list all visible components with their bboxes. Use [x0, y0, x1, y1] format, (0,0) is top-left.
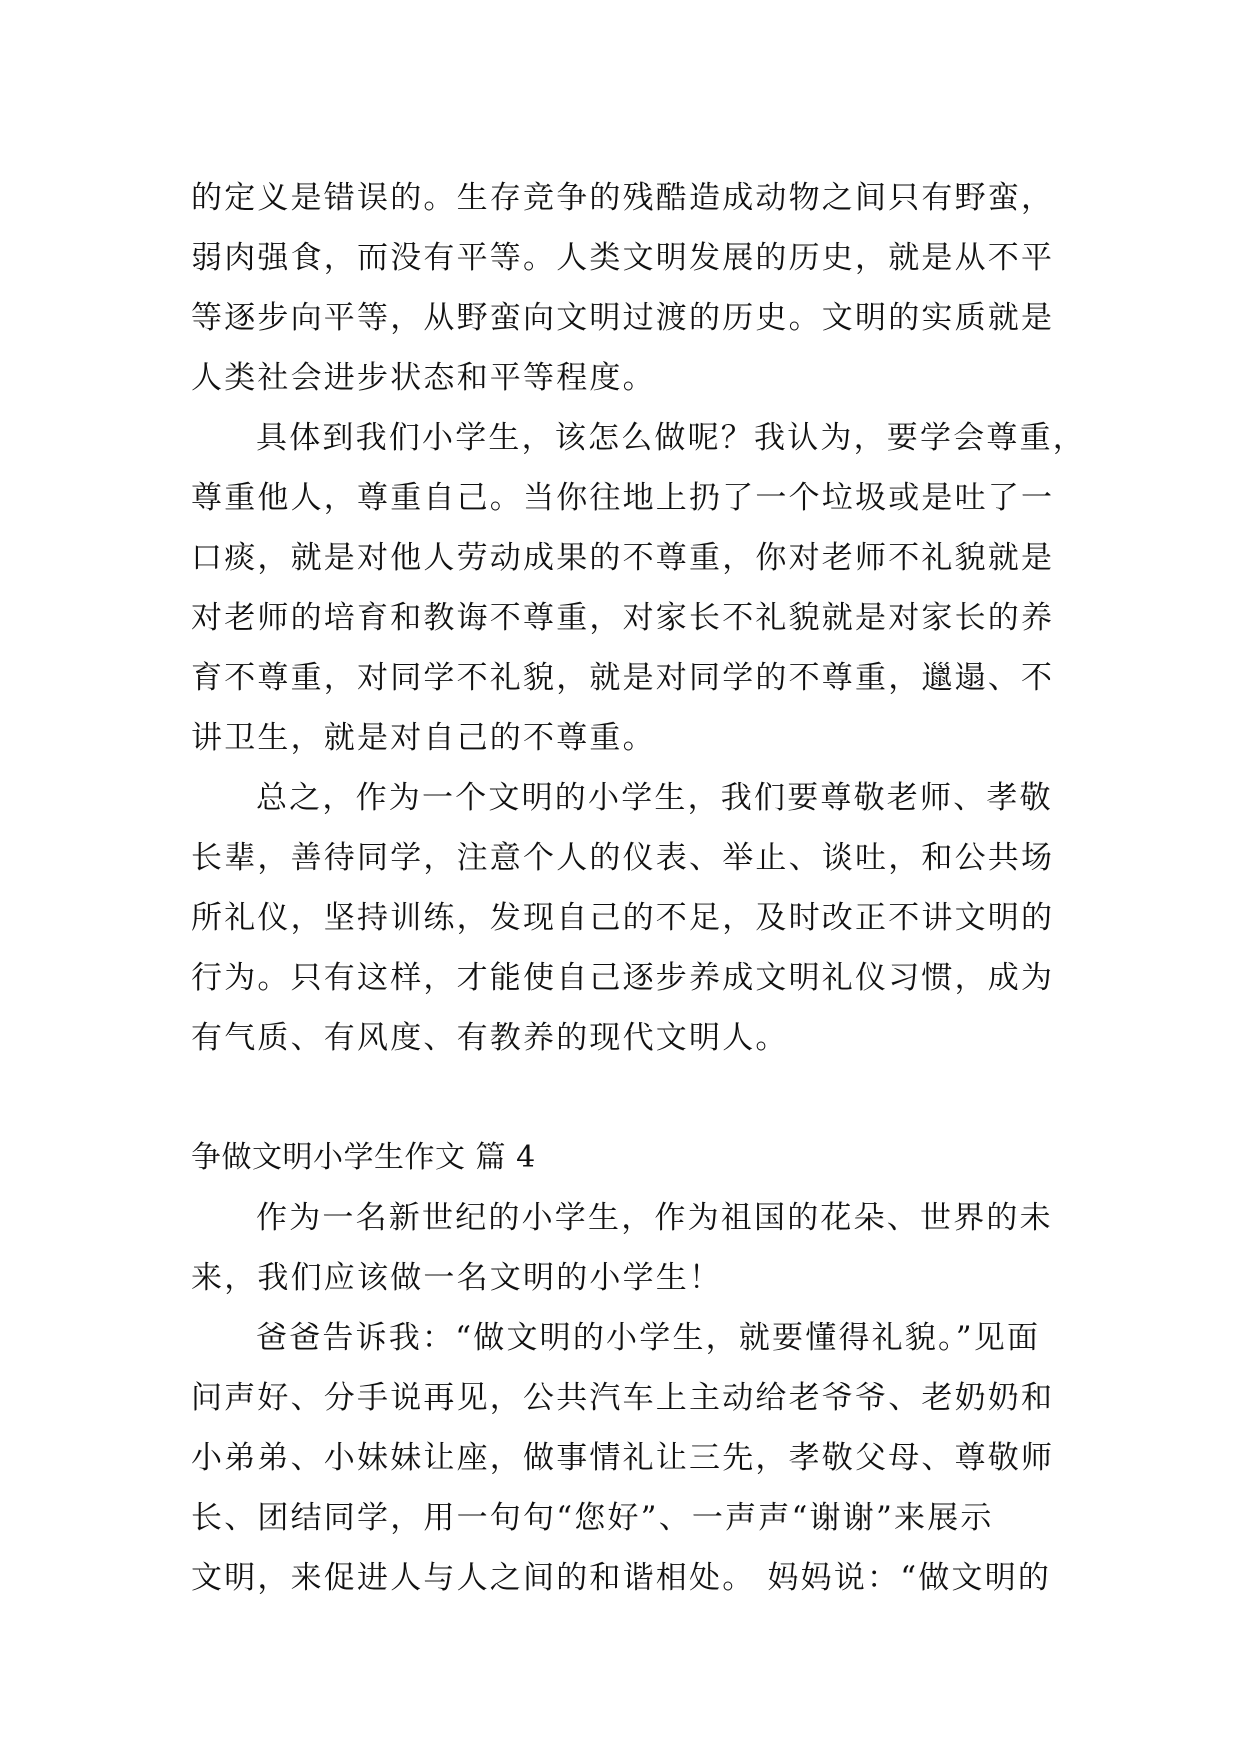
paragraph-1-line-4: 人类社会进步状态和平等程度。 [191, 360, 656, 396]
paragraph-5-line-3: 小弟弟、小妹妹让座，做事情礼让三先，孝敬父母、尊敬师 [191, 1440, 1055, 1476]
paragraph-3-line-3: 所礼仪，坚持训练，发现自己的不足，及时改正不讲文明的 [191, 900, 1055, 936]
paragraph-4-line-2: 来，我们应该做一名文明的小学生！ [191, 1260, 723, 1296]
paragraph-1-line-3: 等逐步向平等，从野蛮向文明过渡的历史。文明的实质就是 [191, 300, 1055, 336]
paragraph-2-line-4: 对老师的培育和教诲不尊重，对家长不礼貌就是对家长的养 [191, 600, 1055, 636]
paragraph-2-line-3: 口痰，就是对他人劳动成果的不尊重，你对老师不礼貌就是 [191, 540, 1055, 576]
paragraph-4-line-1: 作为一名新世纪的小学生，作为祖国的花朵、世界的未 [256, 1200, 1053, 1236]
paragraph-2-line-5: 育不尊重，对同学不礼貌，就是对同学的不尊重，邋遢、不 [191, 660, 1055, 696]
paragraph-5-line-5: 文明，来促进人与人之间的和谐相处。 妈妈说：“做文明的 [191, 1560, 1052, 1596]
paragraph-2-line-2: 尊重他人，尊重自己。当你往地上扔了一个垃圾或是吐了一 [191, 480, 1055, 516]
paragraph-3-line-1: 总之，作为一个文明的小学生，我们要尊敬老师、孝敬 [256, 780, 1053, 816]
section-heading: 争做文明小学生作文 篇 4 [191, 1140, 536, 1175]
paragraph-5-line-2: 问声好、分手说再见，公共汽车上主动给老爷爷、老奶奶和 [191, 1380, 1055, 1416]
paragraph-1-line-2: 弱肉强食，而没有平等。人类文明发展的历史，就是从不平 [191, 240, 1055, 276]
paragraph-2-line-6: 讲卫生，就是对自己的不尊重。 [191, 720, 656, 756]
paragraph-5-line-4: 长、团结同学，用一句句“您好”、一声声“谢谢”来展示 [191, 1500, 994, 1536]
paragraph-5-line-1: 爸爸告诉我：“做文明的小学生，就要懂得礼貌。”见面 [256, 1320, 1041, 1356]
paragraph-2-line-1: 具体到我们小学生，该怎么做呢？我认为，要学会尊重， [256, 420, 1086, 456]
paragraph-3-line-2: 长辈，善待同学，注意个人的仪表、举止、谈吐，和公共场 [191, 840, 1055, 876]
paragraph-3-line-4: 行为。只有这样，才能使自己逐步养成文明礼仪习惯，成为 [191, 960, 1055, 996]
paragraph-1-line-1: 的定义是错误的。生存竞争的残酷造成动物之间只有野蛮， [191, 180, 1055, 216]
paragraph-3-line-5: 有气质、有风度、有教养的现代文明人。 [191, 1020, 789, 1056]
